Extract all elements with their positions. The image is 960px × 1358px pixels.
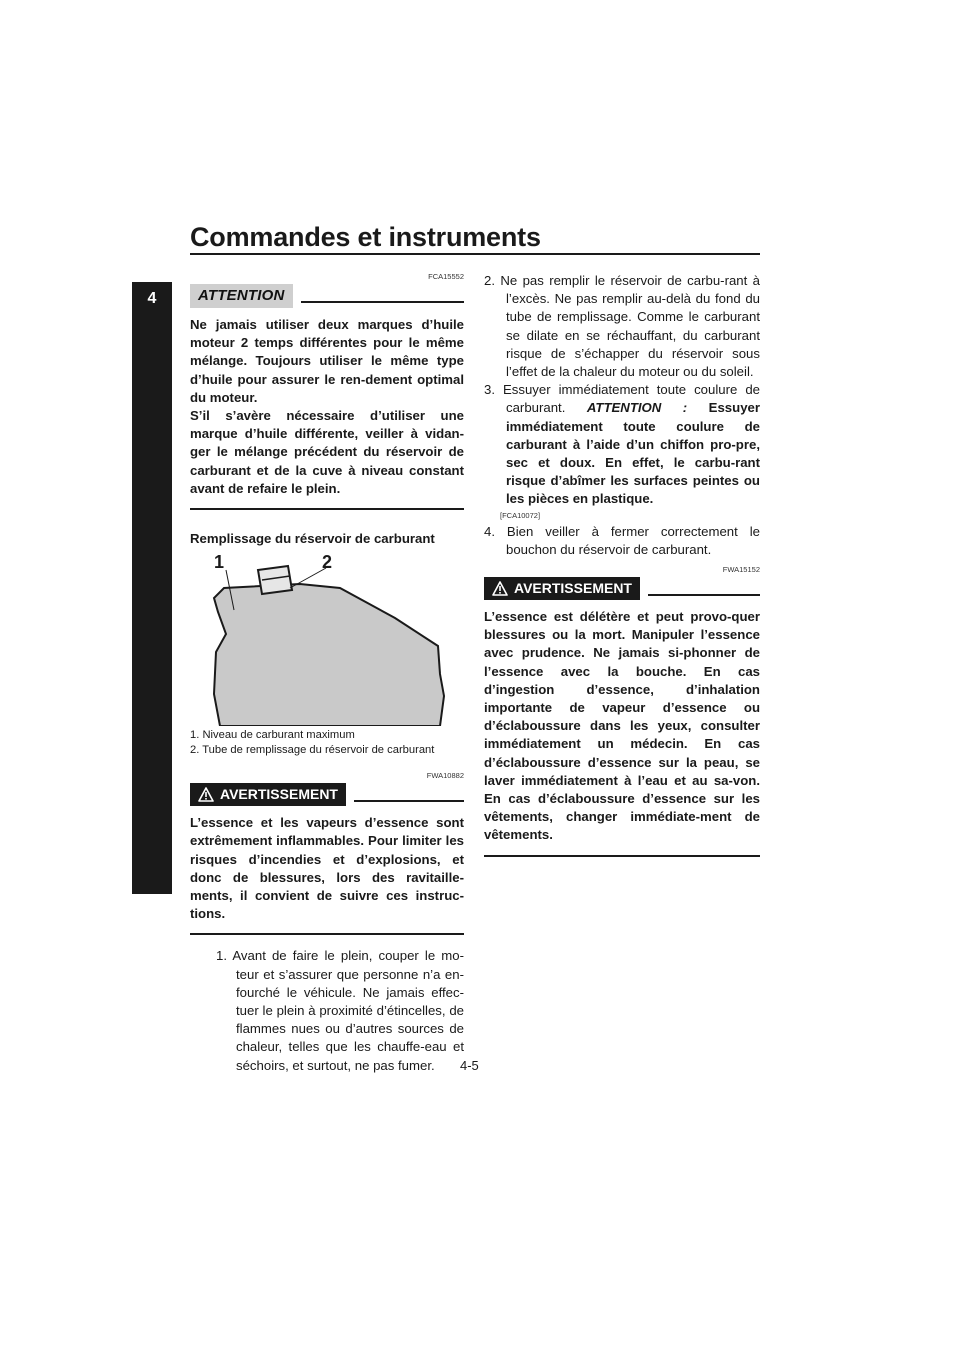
attention-text xyxy=(190,316,464,498)
attention-header xyxy=(190,284,464,308)
step-item: 1. Avant de faire le plein, couper le mo-teur et s’assurer que personne n’a en-fourché le véhicule. Ne jamais effec-tuer le plein à proximité d’étincelles, de flammes nues ou d’autres sources de chaleur, telles que les chauffe-eau et séchoirs, et surtout, ne pas fumer. xyxy=(216,948,464,1073)
warning-triangle-icon xyxy=(492,581,508,596)
chapter-tab xyxy=(132,282,172,894)
left-column xyxy=(190,272,464,1075)
warning-triangle-icon xyxy=(198,787,214,802)
notice-end-rule xyxy=(190,508,464,510)
warning-header xyxy=(484,577,760,600)
figure-label-1: 1 xyxy=(214,554,225,573)
caption-item: 1. Niveau de carburant maximum xyxy=(190,729,355,742)
page-number: 4-5 xyxy=(460,1058,479,1073)
reference-code: FCA15552 xyxy=(428,272,464,281)
figure-label-2: 2 xyxy=(322,554,333,573)
step-list xyxy=(190,947,464,1074)
fuel-tank-shape xyxy=(214,584,444,726)
step-text: 3. Essuyer immédiatement toute coulure de carburant. xyxy=(484,382,760,416)
warning-badge xyxy=(190,783,346,806)
fuel-tank-illustration xyxy=(190,554,464,726)
warning-header xyxy=(190,783,464,806)
warning-badge xyxy=(484,577,640,600)
page-title: Commandes et instruments xyxy=(190,222,541,252)
reference-code: FWA10882 xyxy=(426,771,464,781)
notice-end-rule xyxy=(190,933,464,935)
attention-paragraph: S’il s’avère nécessaire d’utiliser une marque d’huile différente, veiller à vidan-ger le mélange précédent du réservoir de carburant et de la cuve à niveau constant avant de refaire le plein. xyxy=(190,408,464,496)
header-rule xyxy=(648,594,760,596)
inline-reference-code: [FCA10072] xyxy=(500,510,541,520)
step-item xyxy=(484,381,760,508)
warning-label: AVERTISSEMENT xyxy=(514,580,632,597)
attention-paragraph: Ne jamais utiliser deux marques d’huile moteur 2 temps différentes pour le même mélange. Toujours utiliser le même type d’huile pour assurer le ren-dement optimal du moteur. xyxy=(190,317,464,405)
fuel-tank-figure xyxy=(190,554,464,726)
inline-attention-text: Essuyer immédiatement toute coulure de carburant à l’aide d’un chiffon pro-pre, sec et doux. En effet, le carbu-rant risque d’abîmer les surfaces peintes ou les pièces en plastique. xyxy=(506,400,760,507)
figure-caption xyxy=(190,728,464,757)
title-rule xyxy=(190,253,760,255)
warning-text: L’essence et les vapeurs d’essence sont extrêmement inflammables. Pour limiter les risques d’incendies et d’explosions, et donc de blessures, lors des ravitaille-ments, il convient de suivre ces instruc-tions. xyxy=(190,815,464,922)
header-rule xyxy=(354,800,464,802)
attention-badge: ATTENTION xyxy=(190,284,293,308)
header-rule xyxy=(301,301,464,303)
step-item: 2. Ne pas remplir le réservoir de carbu-rant à l’excès. Ne pas remplir au-delà du fond du tube de remplissage. Comme le carburant se dilate en se réchauffant, du carburant risque de s’échapper du réservoir sous l’effet de la chaleur du moteur ou du soleil. xyxy=(484,273,760,380)
caption-item: 2. Tube de remplissage du réservoir de carburant xyxy=(190,743,435,756)
step-item: 4. Bien veiller à fermer correctement le bouchon du réservoir de carburant. xyxy=(484,523,760,557)
right-column xyxy=(484,272,760,857)
section-heading: Remplissage du réservoir de carburant xyxy=(190,531,435,547)
warning-text: L’essence est délétère et peut provo-quer blessures ou la mort. Manipuler l’essence avec prudence. Ne jamais si-phonner de l’essence avec la bouche. En cas d’ingestion d’essence, d’inhalation importante de vapeur d’essence ou d’éclaboussure dans les yeux, consulter immédiatement un médecin. En cas d’éclaboussure d’essence sur la peau, se laver immédiatement à l’eau et au sa-von. En cas d’éclaboussure d’essence sur les vêtements, changer immédiate-ment de vêtements. xyxy=(484,609,760,843)
notice-end-rule xyxy=(484,855,760,857)
chapter-number: 4 xyxy=(147,290,157,307)
warning-label: AVERTISSEMENT xyxy=(220,786,338,803)
reference-code: FWA15152 xyxy=(722,565,760,575)
inline-attention-label: ATTENTION : xyxy=(586,400,688,416)
